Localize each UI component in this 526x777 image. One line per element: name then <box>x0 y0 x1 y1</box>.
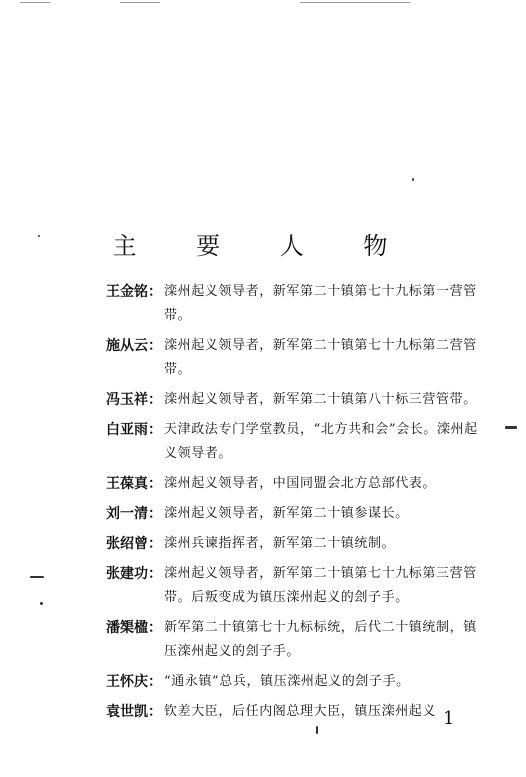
character-entry <box>106 670 486 694</box>
character-entry <box>106 388 486 412</box>
character-name: 王葆真： <box>106 476 162 492</box>
character-name: 王怀庆： <box>106 674 162 690</box>
top-rule <box>300 2 410 3</box>
page-number: 1 <box>443 708 455 729</box>
character-entry <box>106 700 486 724</box>
character-name: 潘榘楹： <box>106 620 162 636</box>
character-entry <box>106 280 486 328</box>
character-entry <box>106 616 486 664</box>
page-title: 主 要 人 物 <box>112 232 414 261</box>
character-description: 滦州起义领导者，新军第二十镇参谋长。 <box>164 506 409 521</box>
character-name: 袁世凯： <box>106 704 162 720</box>
character-entry <box>106 502 486 526</box>
scan-speck <box>412 178 414 181</box>
top-rule <box>120 2 160 3</box>
character-name: 张建功： <box>106 566 162 582</box>
scan-speck <box>505 426 517 429</box>
character-name: 施从云： <box>106 338 162 354</box>
character-entry <box>106 334 486 382</box>
character-description: 滦州兵谏指挥者，新军第二十镇统制。 <box>164 536 396 551</box>
scan-speck <box>40 602 43 605</box>
character-list <box>106 280 486 730</box>
character-entry <box>106 472 486 496</box>
character-entry <box>106 532 486 556</box>
character-name: 刘一清： <box>106 506 162 522</box>
character-name: 冯玉祥： <box>106 392 162 408</box>
top-rule <box>20 2 50 3</box>
character-description: 新军第二十镇第七十九标标统，后代二十镇统制，镇压滦州起义的刽子手。 <box>164 620 477 659</box>
character-name: 张绍曾： <box>106 536 162 552</box>
character-description: 滦州起义领导者，新军第二十镇第八十标三营管带。 <box>164 392 477 407</box>
character-description: “通永镇”总兵，镇压滦州起义的刽子手。 <box>164 674 410 689</box>
character-description: 滦州起义领导者，新军第二十镇第七十九标第二营管带。 <box>164 338 477 377</box>
character-entry <box>106 418 486 466</box>
character-name: 白亚雨： <box>106 422 162 438</box>
character-description: 滦州起义领导者，新军第二十镇第七十九标第三营管带。后叛变成为镇压滦州起义的刽子手。 <box>164 566 477 605</box>
character-entry <box>106 562 486 610</box>
scan-speck <box>30 576 44 578</box>
character-name: 王金铭： <box>106 284 162 300</box>
character-description: 天津政法专门学堂教员，“北方共和会”会长。滦州起义领导者。 <box>164 422 478 461</box>
character-description: 滦州起义领导者，新军第二十镇第七十九标第一营管带。 <box>164 284 477 323</box>
character-description: 钦差大臣，后任内阁总理大臣，镇压滦州起义 <box>164 704 437 719</box>
character-description: 滦州起义领导者，中国同盟会北方总部代表。 <box>164 476 437 491</box>
